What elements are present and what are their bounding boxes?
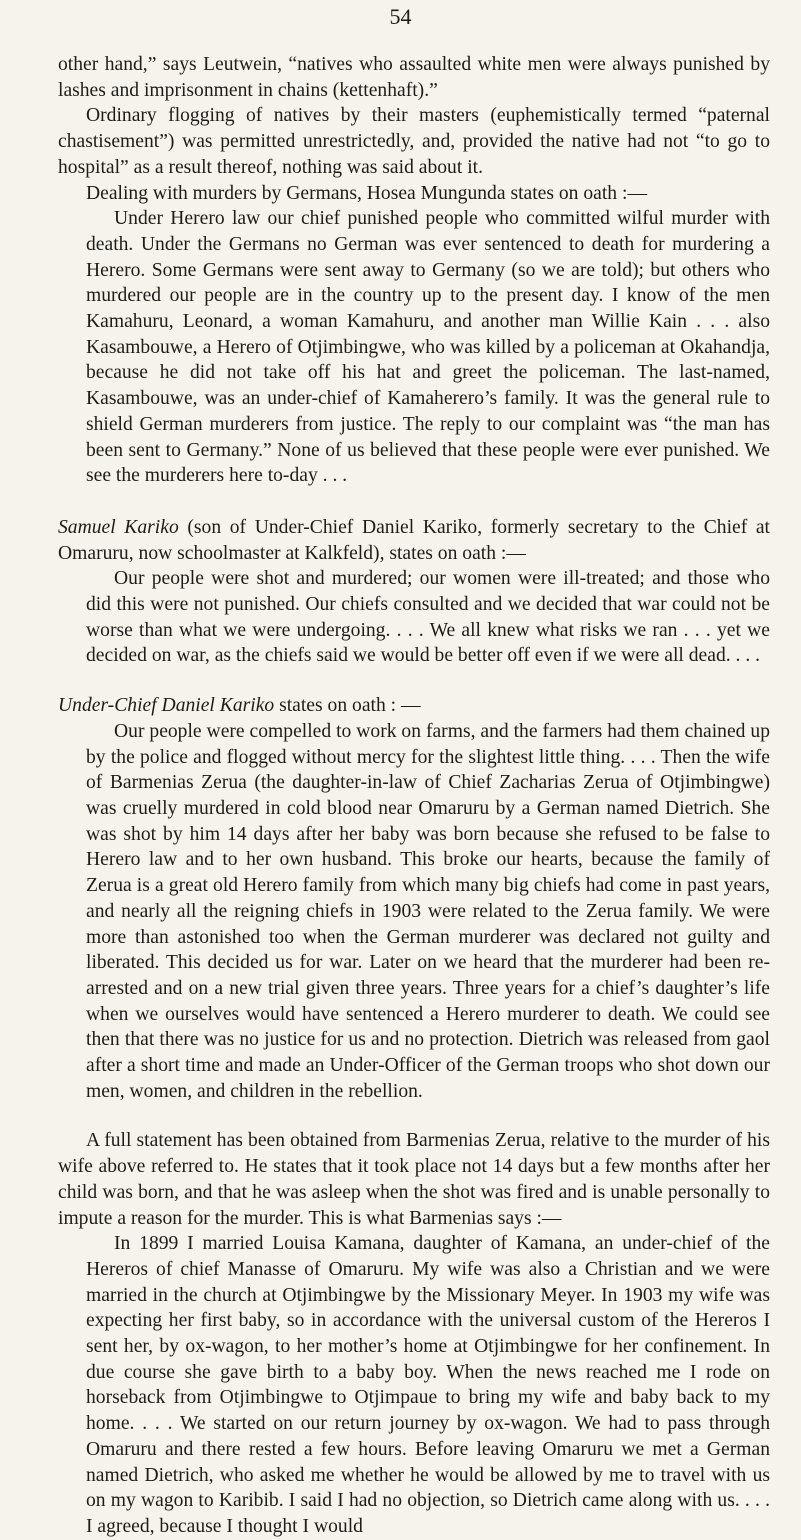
quote-samuel-kariko (58, 566, 770, 669)
body-text (58, 52, 770, 1540)
paragraph-flogging: Ordinary flogging of natives by their masters (euphemistically termed “paternal chastisement”) was permitted unrestrictedly, and, provided the native had not “to go to hospital” as a result thereof, nothing was said about it. (58, 105, 770, 178)
paragraph-samuel-kariko-intro (58, 515, 770, 566)
quote-barmenias-text: In 1899 I married Louisa Kamana, daughter of Kamana, an under-chief of the Hereros of chief Manasse of Omaruru. My wife was also a Christian and we were married in the church at Otjimbingwe by the Missionary Meyer. In 1903 my wife was expecting her first baby, so in accordance with the universal custom of the Hereros I sent her, by ox-wagon, to her mother’s home at Otjimbingwe for her confinement. In due course she gave birth to a baby boy. When the news reached me I rode on horseback from Otjimbingwe to Otjimpaue to bring my wife and baby back to my home. . . . We started on our return journey by ox-wagon. We had to pass through Omaruru and there rested a few hours. Before leaving Omaruru we met a German named Dietrich, who asked me whether he would be allowed by me to travel with us on my wagon to Karibib. I said I had no objection, so Dietrich came along with us. . . . I agreed, because I thought I would (86, 1233, 770, 1537)
paragraph-mungunda-intro: Dealing with murders by Germans, Hosea Mungunda states on oath :— (86, 182, 648, 204)
speaker-daniel-kariko: Under-Chief Daniel Kariko (58, 695, 275, 717)
quote-mungunda (58, 206, 770, 489)
page-number: 54 (389, 4, 412, 29)
speaker-samuel-kariko: Samuel Kariko (58, 516, 179, 538)
daniel-kariko-intro-text: states on oath : — (274, 695, 421, 717)
paragraph-daniel-kariko-intro (58, 693, 770, 719)
quote-mungunda-text: Under Herero law our chief punished people who committed wilful murder with death. Under the Germans no German was ever sentenced to death for murdering a Herero. Some Germans were sent away to Germany (so we are told); but others who murdered our people are in the country up to the present day. I know of the men Kamahuru, Leonard, a woman Kamahuru, and another man Willie Kain . . . also Kasambouwe, a Herero of Otjimbingwe, who was killed by a policeman at Okahandja, because he did not take off his hat and greet the policeman. The last-named, Kasambouwe, was an under-chief of Kamaherero’s family. It was the general rule to shield German murderers from justice. The reply to our complaint was “the man has been sent to Germany.” None of us believed that these people were ever punished. We see the murderers here to-day . . . (86, 208, 770, 487)
paragraph-leutwein-continuation: other hand,” says Leutwein, “natives who assaulted white men were always punished by lashes and imprisonment in chains (kettenhaft).” (58, 54, 770, 101)
paragraph-barmenias-statement: A full statement has been obtained from Barmenias Zerua, relative to the murder of his wife above referred to. He states that it took place not 14 days but a few months after her child was born, and that he was asleep when the shot was fired and is unable personally to impute a reason for the murder. This is what Barmenias says :— (58, 1130, 770, 1229)
quote-daniel-kariko-text: Our people were compelled to work on farms, and the farmers had them chained up by the police and flogged without mercy for the slightest little thing. . . . Then the wife of Barmenias Zerua (the daughter-in-law of Chief Zacharias Zerua of Otjimbingwe) was cruelly murdered in cold blood near Omaruru by a German named Dietrich. She was shot by him 14 days after her baby was born because she refused to be false to Herero law and to her own husband. This broke our hearts, because the family of Zerua is a great old Herero family from which many big chiefs had come in past years, and nearly all the reigning chiefs in 1903 were related to the Zerua family. We were more than astonished too when the German murderer was declared not guilty and liberated. This decided us for war. Later on we heard that the murderer had been re-arrested and on a new trial given three years. Three years for a chief’s daughter’s life when we ourselves would have sentenced a Herero murderer to death. We could see then that there was no justice for us and no protection. Dietrich was released from gaol after a short time and made an Under-Officer of the German troops who shot down our men, women, and children in the rebellion. (86, 720, 770, 1102)
samuel-kariko-intro-text: (son of Under-Chief Daniel Kariko, formerly secretary to the Chief at Omaruru, now schoolmaster at Kalkfeld), states on oath :— (58, 516, 770, 564)
quote-daniel-kariko (58, 719, 770, 1105)
quote-barmenias (58, 1231, 770, 1539)
quote-samuel-kariko-text: Our people were shot and murdered; our women were ill-treated; and those who did this were not punished. Our chiefs consulted and we decided that war could not be worse than what we were undergoing. . . . We all knew what risks we ran . . . yet we decided on war, as the chiefs said we would be better off even if we were all dead. . . . (86, 568, 770, 667)
